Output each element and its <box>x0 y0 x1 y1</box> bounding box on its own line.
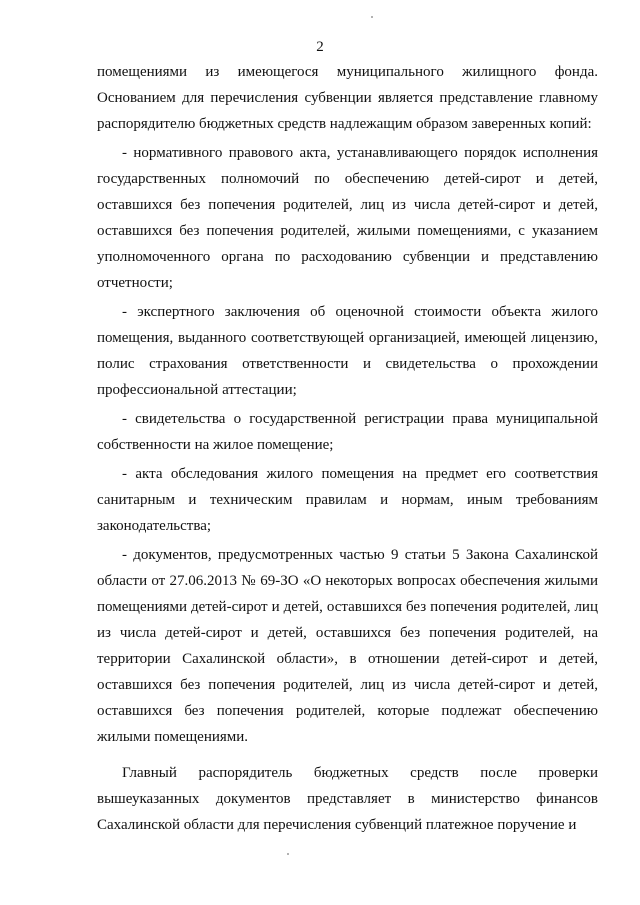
list-item-expert-conclusion: - экспертного заключения об оценочной стоимости объекта жилого помещения, выданного соответствующей организацией, имеющей лицензию, полис страхования ответственности и свидетельства о прохождении профессиональной аттестации; <box>97 304 598 398</box>
list-item-inspection-act: - акта обследования жилого помещения на предмет его соответствия санитарным и техническим правилам и нормам, иным требованиям законодательства; <box>97 466 598 534</box>
list-item-registration-certificate: - свидетельства о государственной регистрации права муниципальной собственности на жилое помещение; <box>97 411 598 453</box>
scan-speck <box>287 853 289 855</box>
page-number: 2 <box>316 39 324 55</box>
document-body <box>97 59 598 838</box>
list-item-law-documents: - документов, предусмотренных частью 9 статьи 5 Закона Сахалинской области от 27.06.2013 № 69-ЗО «О некоторых вопросах обеспечения жилыми помещениями детей-сирот и детей, оставшихся без попечения родителей, лиц из числа детей-сирот и детей, оставшихся без попечения родителей, на территории Сахалинской области», в отношении детей-сирот и детей, оставшихся без попечения родителей, лиц из числа детей-сирот и детей, оставшихся без попечения родителей, которые подлежат обеспечению жилыми помещениями. <box>97 547 598 745</box>
scan-speck <box>371 16 373 18</box>
paragraph-main-administrator: Главный распорядитель бюджетных средств после проверки вышеуказанных документов представляет в министерство финансов Сахалинской области для перечисления субвенций платежное поручение и <box>97 765 598 833</box>
paragraph-continuation: помещениями из имеющегося муниципального жилищного фонда. Основанием для перечисления субвенции является представление главному распорядителю бюджетных средств надлежащим образом заверенных копий: <box>97 64 598 132</box>
list-item-normative-act: - нормативного правового акта, устанавливающего порядок исполнения государственных полномочий по обеспечению детей-сирот и детей, оставшихся без попечения родителей, лиц из числа детей-сирот и детей, оставшихся без попечения родителей, жилыми помещениями, с указанием уполномоченного органа по расходованию субвенции и представлению отчетности; <box>97 145 598 291</box>
